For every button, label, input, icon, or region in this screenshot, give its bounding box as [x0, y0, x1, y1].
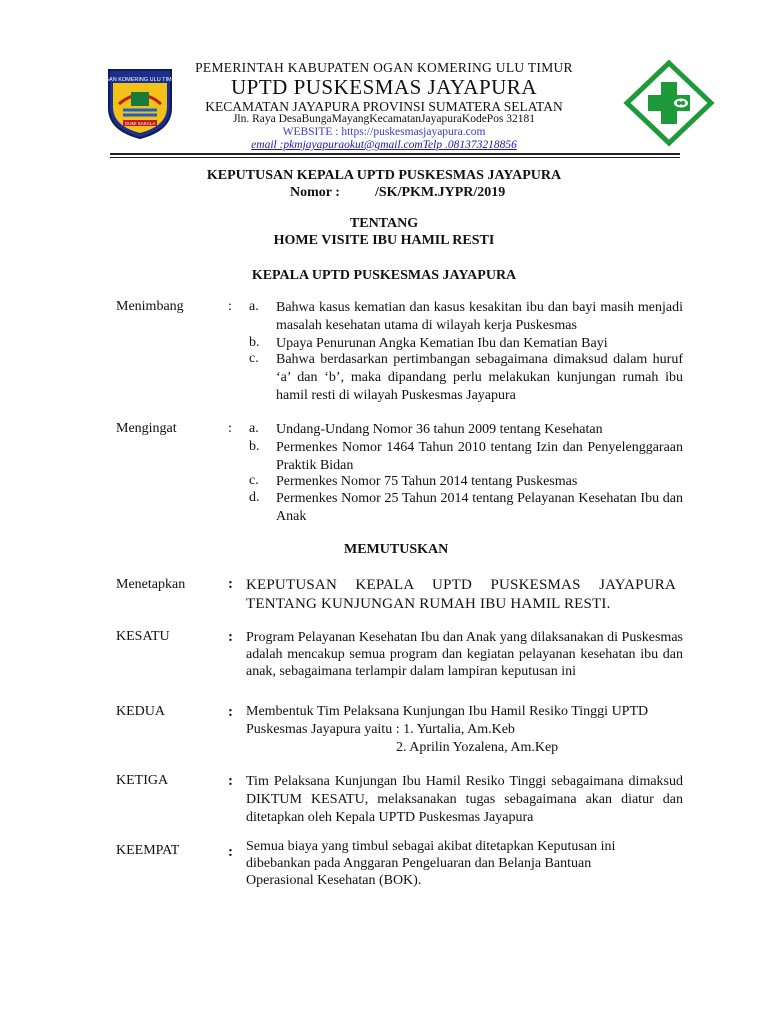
memutuskan-heading: MEMUTUSKAN — [344, 542, 449, 557]
decree-subject: HOME VISITE IBU HAMIL RESTI — [273, 233, 495, 248]
keempat-line-2: dibebankan pada Anggaran Pengeluaran dan Belanja Bantuan — [246, 856, 592, 871]
mengingat-label: Mengingat — [116, 421, 177, 436]
emblem-ribbon-text: GUMI SAKALA — [124, 121, 156, 126]
menimbang-mark-a: a. — [249, 299, 259, 314]
kesatu-label: KESATU — [116, 629, 170, 644]
keempat-line-1: Semua biaya yang timbul sebagai akibat ditetapkan Keputusan ini — [246, 839, 616, 854]
header-email-phone[interactable]: email :pkmjayapuraokut@gmail.comTelp .081373218856 — [251, 139, 517, 151]
ketiga-label: KETIGA — [116, 773, 169, 788]
emblem-banner-text: OGAN KOMERING ULU TIMUR — [100, 77, 180, 83]
header-divider-thick — [110, 153, 680, 155]
puskesmas-logo — [624, 60, 714, 146]
mengingat-mark-b: b. — [249, 439, 260, 454]
ketiga-text: Tim Pelaksana Kunjungan Ibu Hamil Resiko Tinggi sebagaimana dimaksud DIKTUM KESATU, melaksanakan tugas sebagaimana akan diatur dan ditetapkan oleh Kepala UPTD Puskesmas Jayapura — [246, 774, 683, 825]
menimbang-colon: : — [228, 299, 232, 314]
mengingat-mark-a: a. — [249, 421, 259, 436]
mengingat-item-c: Permenkes Nomor 75 Tahun 2014 tentang Puskesmas — [276, 474, 578, 489]
issuer-heading: KEPALA UPTD PUSKESMAS JAYAPURA — [251, 268, 517, 283]
decree-number-label: Nomor : — [290, 185, 340, 200]
mengingat-item-b: Permenkes Nomor 1464 Tahun 2010 tentang Izin dan Penyelenggaraan Praktik Bidan — [276, 440, 683, 473]
tentang-heading: TENTANG — [349, 216, 419, 231]
keempat-label: KEEMPAT — [116, 843, 180, 858]
decree-number-value: /SK/PKM.JYPR/2019 — [375, 185, 506, 200]
decree-title: KEPUTUSAN KEPALA UPTD PUSKESMAS JAYAPURA — [206, 168, 562, 183]
header-institution-name: UPTD PUSKESMAS JAYAPURA — [231, 75, 537, 99]
keempat-colon: : — [228, 844, 233, 860]
menimbang-item-c: Bahwa berdasarkan pertimbangan sebagaimana dimaksud dalam huruf ‘a’ dan ‘b’, maka dipandang perlu melakukan kunjungan rumah ibu hamil resti di wilayah Puskesmas Jayapura — [276, 352, 683, 403]
kesatu-colon: : — [228, 629, 233, 645]
menetapkan-label: Menetapkan — [116, 577, 186, 592]
keempat-line-3: Operasional Kesehatan (BOK). — [246, 873, 422, 888]
menimbang-mark-b: b. — [249, 335, 260, 350]
menimbang-item-b: Upaya Penurunan Angka Kematian Ibu dan Kematian Bayi — [276, 336, 608, 351]
header-government-name: PEMERINTAH KABUPATEN OGAN KOMERING ULU TIMUR — [195, 60, 573, 75]
mengingat-mark-d: d. — [249, 490, 260, 505]
kedua-line-3: 2. Aprilin Yozalena, Am.Kep — [396, 740, 559, 755]
kesatu-text: Program Pelayanan Kesehatan Ibu dan Anak yang dilaksanakan di Puskesmas adalah mencakup semua program dan kegiatan pelayanan kesehatan ibu dan anak, sebagaimana terlampir dalam lampiran keputusan ini — [246, 630, 683, 679]
kedua-label: KEDUA — [116, 704, 165, 719]
kedua-colon: : — [228, 704, 233, 720]
mengingat-item-a: Undang-Undang Nomor 36 tahun 2009 tentang Kesehatan — [276, 422, 603, 437]
mengingat-mark-c: c. — [249, 473, 259, 488]
kedua-line-2: Puskesmas Jayapura yaitu : 1. Yurtalia, Am.Keb — [246, 722, 515, 737]
kedua-line-1: Membentuk Tim Pelaksana Kunjungan Ibu Hamil Resiko Tinggi UPTD — [246, 704, 649, 719]
header-address: Jln. Raya DesaBungaMayangKecamatanJayapuraKodePos 32181 — [232, 113, 536, 125]
menimbang-mark-c: c. — [249, 351, 259, 366]
menetapkan-colon: : — [228, 576, 233, 592]
menimbang-label: Menimbang — [116, 299, 184, 314]
header-website[interactable]: WEBSITE : https://puskesmasjayapura.com — [282, 126, 486, 138]
menetapkan-text: KEPUTUSAN KEPALA UPTD PUSKESMAS JAYAPURA TENTANG KUNJUNGAN RUMAH IBU HAMIL RESTI. — [246, 577, 676, 612]
mengingat-item-d: Permenkes Nomor 25 Tahun 2014 tentang Pelayanan Kesehatan Ibu dan Anak — [276, 491, 683, 524]
header-district: KECAMATAN JAYAPURA PROVINSI SUMATERA SELATAN — [205, 99, 563, 114]
ketiga-colon: : — [228, 773, 233, 789]
menimbang-item-a: Bahwa kasus kematian dan kasus kesakitan ibu dan bayi masih menjadi masalah kesehatan utama di wilayah kerja Puskesmas — [276, 300, 683, 333]
header-divider-thin — [110, 157, 680, 158]
mengingat-colon: : — [228, 421, 232, 436]
